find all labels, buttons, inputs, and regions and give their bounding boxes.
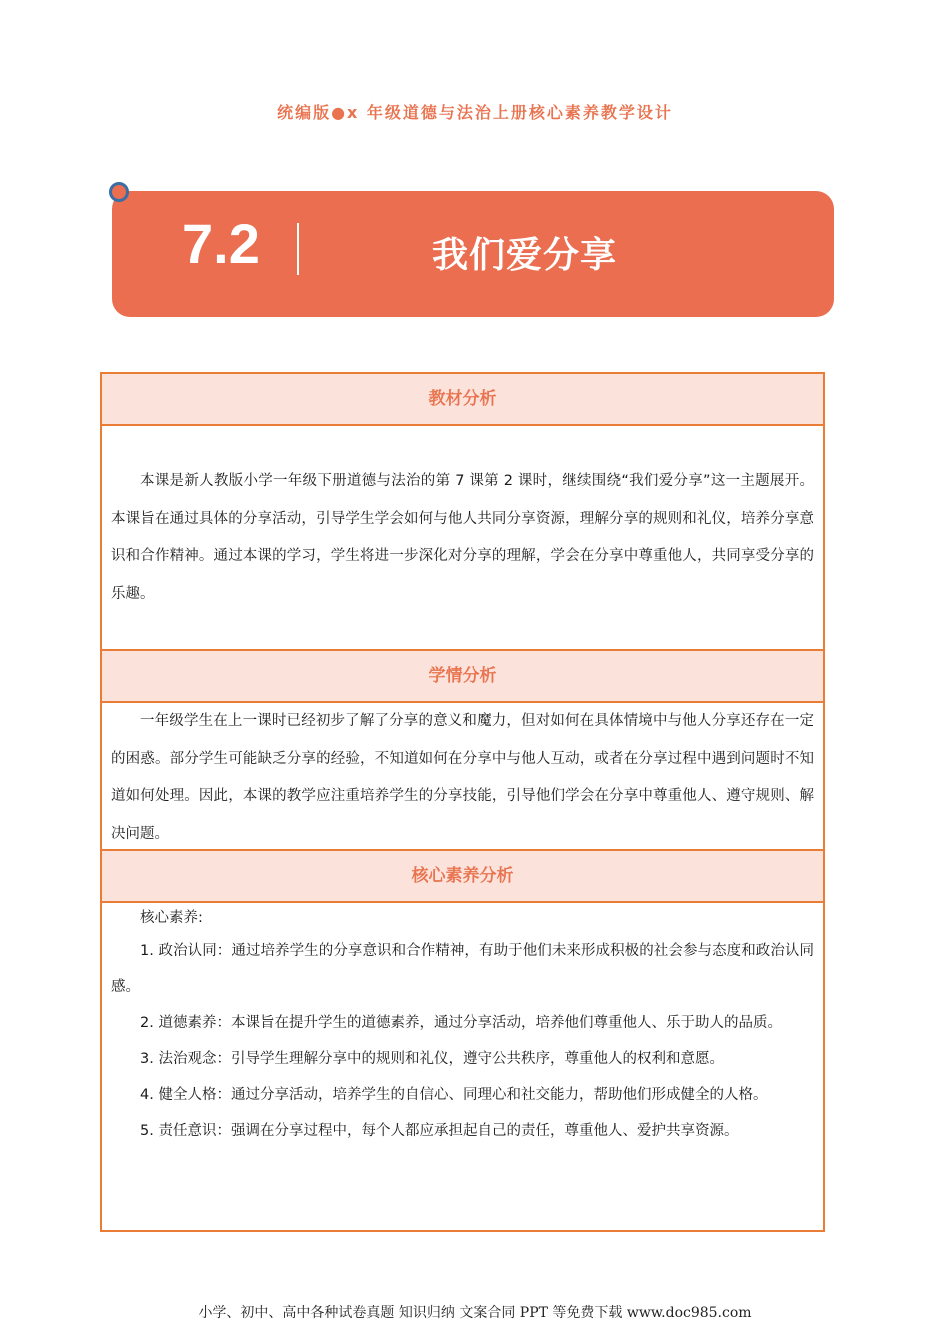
paragraph: 一年级学生在上一课时已经初步了解了分享的意义和魔力，但对如何在具体情境中与他人分享还存在一定的困惑。部分学生可能缺乏分享的经验，不知道如何在分享中与他人互动，或者在分享过程中遇到问题时不知道如何处理。因此，本课的教学应注重培养学生的分享技能，引导他们学会在分享中尊重他人、遵守规则、解决问题。: [111, 713, 814, 842]
page-footer: 小学、初中、高中各种试卷真题 知识归纳 文案合同 PPT 等免费下载 www.doc985.com: [198, 1305, 752, 1321]
section-body-textbook-analysis: [102, 426, 823, 651]
paragraph: 本课是新人教版小学一年级下册道德与法治的第 7 课第 2 课时，继续围绕“我们爱分享”这一主题展开。本课旨在通过具体的分享活动，引导学生学会如何与他人共同分享资源，理解分享的规则和礼仪，培养分享意识和合作精神。通过本课的学习，学生将进一步深化对分享的理解，学会在分享中尊重他人，共同享受分享的乐趣。: [111, 473, 814, 602]
list-item: 4. 健全人格：通过分享活动，培养学生的自信心、同理心和社交能力，帮助他们形成健全的人格。: [140, 1087, 768, 1103]
section-heading-textbook-analysis: 教材分析: [102, 374, 823, 426]
banner-dot-icon: [109, 182, 129, 202]
document-header: 统编版●x 年级道德与法治上册核心素养教学设计: [277, 103, 673, 122]
section-heading-core-literacy: 核心素养分析: [102, 851, 823, 903]
list-item: 5. 责任意识：强调在分享过程中，每个人都应承担起自己的责任，尊重他人、爱护共享资源。: [140, 1123, 739, 1139]
section-body-learner-analysis: [102, 703, 823, 851]
lesson-title: 我们爱分享: [432, 235, 618, 276]
list-item: 1. 政治认同：通过培养学生的分享意识和合作精神，有助于他们未来形成积极的社会参与态度和政治认同感。: [111, 943, 814, 995]
lesson-number: 7.2: [182, 212, 260, 275]
lesson-banner: [112, 191, 834, 317]
core-literacy-label: 核心素养:: [140, 910, 203, 926]
section-body-core-literacy: [102, 903, 823, 1230]
list-item: 2. 道德素养：本课旨在提升学生的道德素养，通过分享活动，培养他们尊重他人、乐于助人的品质。: [140, 1015, 782, 1031]
banner-divider: [297, 223, 299, 275]
list-item: 3. 法治观念：引导学生理解分享中的规则和礼仪，遵守公共秩序，尊重他人的权利和意愿。: [140, 1051, 724, 1067]
section-heading-learner-analysis: 学情分析: [102, 651, 823, 703]
lesson-analysis-table: [100, 372, 825, 1232]
